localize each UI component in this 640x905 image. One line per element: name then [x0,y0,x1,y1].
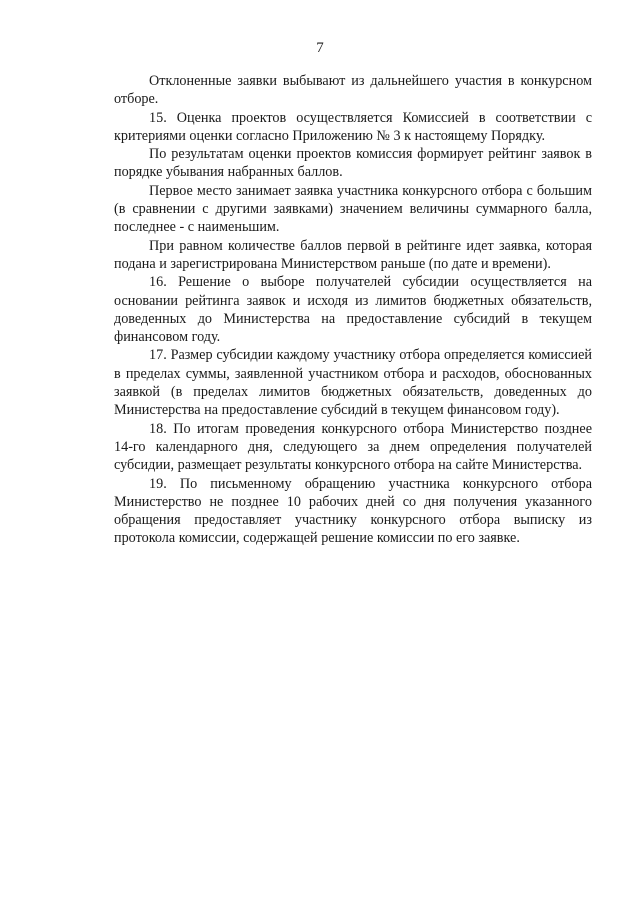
paragraph-16-recipient-selection: 16. Решение о выборе получателей субсидии осуществляется на основании рейтинга заявок и исходя из лимитов бюджетных обязательств, доведенных до Министерства на предоставление субсидий в текущем финансовом году. [114,274,592,346]
paragraph-18-results-publication: 18. По итогам проведения конкурсного отбора Министерство позднее 14-го календарного дня, следующего за днем определения получателей субсидии, размещает результаты конкурсного отбора на сайте Министерства. [114,420,592,474]
paragraph-rating-formation: По результатам оценки проектов комиссия формирует рейтинг заявок в порядке убывания набранных баллов. [114,146,592,181]
paragraph-rejected-applications: Отклоненные заявки выбывают из дальнейшего участия в конкурсном отборе. [114,73,592,108]
page-number: 7 [316,40,324,56]
paragraph-first-place: Первое место занимает заявка участника конкурсного отбора с большим (в сравнении с другими заявками) значением величины суммарного балла, последнее - с наименьшим. [114,182,592,236]
paragraph-19-protocol-extract: 19. По письменному обращению участника конкурсного отбора Министерство не позднее 10 рабочих дней со дня получения указанного обращения предоставляет участнику конкурсного отбора выписку из протокола комиссии, содержащей решение комиссии по его заявке. [114,475,592,547]
paragraph-equal-score: При равном количестве баллов первой в рейтинге идет заявка, которая подана и зарегистрирована Министерством раньше (по дате и времени). [114,237,592,272]
paragraph-15-evaluation: 15. Оценка проектов осуществляется Комиссией в соответствии с критериями оценки согласно Приложению № 3 к настоящему Порядку. [114,109,592,144]
paragraph-17-subsidy-amount: 17. Размер субсидии каждому участнику отбора определяется комиссией в пределах суммы, заявленной участником отбора и расходов, обоснованных заявкой (в пределах лимитов бюджетных обязательств, доведенных до Министерства на предоставление субсидий в текущем финансовом году). [114,347,592,419]
document-body [114,72,592,548]
